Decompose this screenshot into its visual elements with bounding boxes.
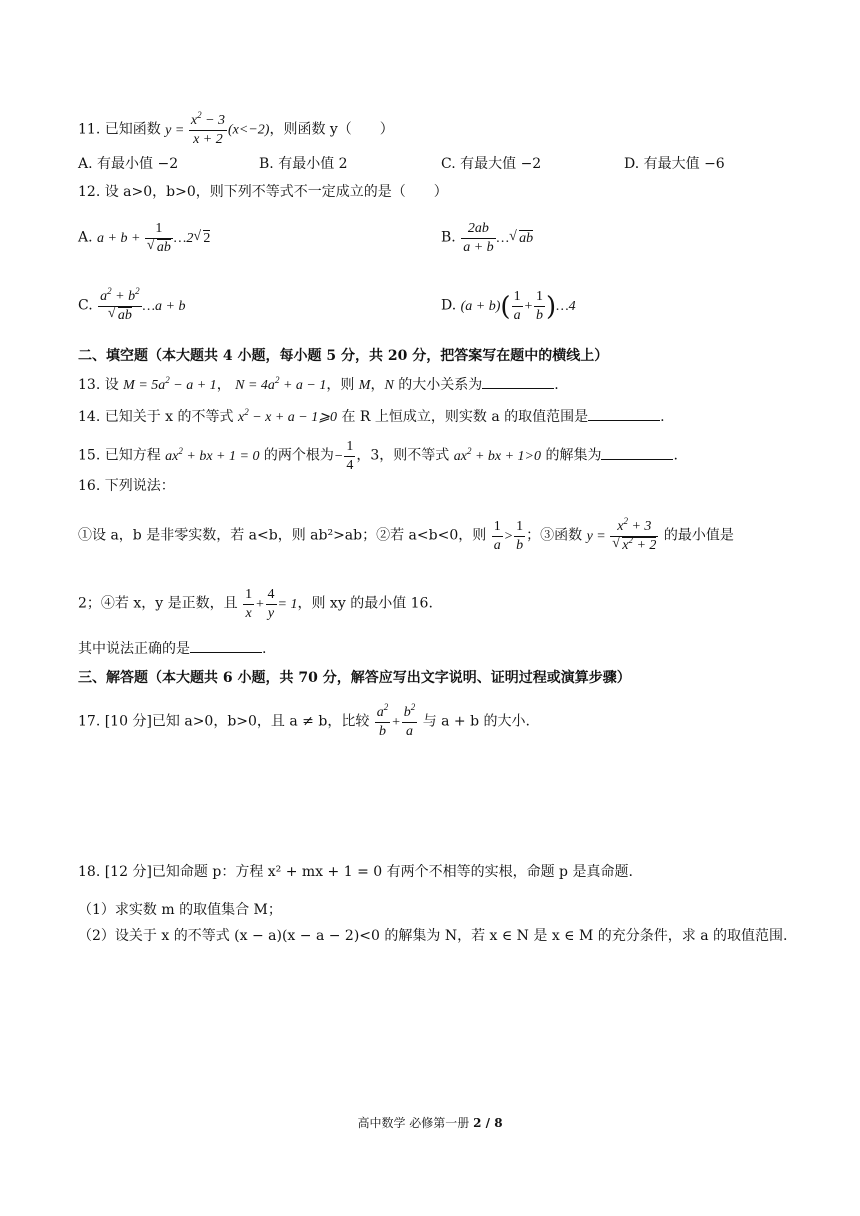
- q18-part-2: （2）设关于 x 的不等式 (x − a)(x − a − 2)<0 的解集为 N，若 x ∈ N 是 x ∈ M 的充分条件，求 a 的取值范围.: [78, 928, 788, 944]
- q11-option-c: C. 有最大值 −2: [441, 156, 542, 172]
- q14-answer-blank[interactable]: [588, 406, 660, 421]
- page-number: 2 / 8: [473, 1116, 503, 1130]
- q15-answer-blank[interactable]: [601, 445, 673, 460]
- q11-option-b: B. 有最小值 2: [259, 156, 348, 172]
- q11-function: y = $\frac{x^2 - 3}{x + 2}$: [165, 110, 226, 147]
- q16-line-1: ①设 a，b 是非零实数，若 a<b，则 ab²>ab；②若 a<b<0，则 $\frac{1}{a}$ > $\frac{1}{b}$ ；③函数 y = $x^2 + 3$ √ $x^2 + 2$ 的最小值是: [78, 518, 734, 555]
- q16-title: 16. 下列说法：: [78, 478, 175, 494]
- q18-part-1: （1）求实数 m 的取值集合 M；: [78, 902, 282, 918]
- q11-option-d: D. 有最大值 −6: [624, 156, 725, 172]
- q12-option-a: A. a + b + 1 √ ab …2√ 2: [78, 220, 210, 257]
- q17: 17. [10 分]已知 a>0，b>0，且 a ≠ b，比较 $\frac{a^2}{b}$ + $\frac{b^2}{a}$ 与 a + b 的大小.: [78, 702, 530, 739]
- q15: 15. 已知方程 $ax^2$ + bx + 1 = 0 的两个根为− $\frac{1}{4}$ ，3，则不等式 $ax^2$ + bx + 1>0 的解集为 .: [78, 439, 678, 473]
- page-footer: 高中数学 必修第一册 2 / 8: [357, 1116, 503, 1130]
- q13-answer-blank[interactable]: [482, 374, 554, 389]
- q12-stem: 12. 设 a>0，b>0，则下列不等式不一定成立的是（ ）: [78, 184, 448, 200]
- q12-option-b: B. $\frac{2ab}{a + b}$ …√ ab: [441, 220, 533, 257]
- q16-answer-blank[interactable]: [190, 638, 262, 653]
- q11-stem: 11. 已知函数 y = $\frac{x^2 - 3}{x + 2}$ (x<−2)，则函数 y（ ）: [78, 110, 394, 147]
- q12-option-d: D. (a + b)( $\frac{1}{a}$ + $\frac{1}{b}$ )…4: [441, 289, 576, 323]
- section-2-title: 二、填空题（本大题共 4 小题，每小题 5 分，共 20 分，把答案写在题中的横线上）: [78, 348, 609, 364]
- q14: 14. 已知关于 x 的不等式 $x^2 - x + a$ − 1⩾0 在 R 上恒成立，则实数 a 的取值范围是 .: [78, 407, 665, 425]
- q16-line-3: 其中说法正确的是 .: [78, 638, 266, 659]
- q11-option-a: A. 有最小值 −2: [78, 156, 179, 172]
- q18-stem: 18. [12 分]已知命题 p：方程 x² + mx + 1 = 0 有两个不相等的实根，命题 p 是真命题.: [78, 864, 633, 880]
- q12-option-c: C. $a^2 + b^2$ √ ab …a + b: [78, 288, 185, 325]
- q13: 13. 设 $M = 5a^2 - a + 1$， $N = 4a^2 + a - 1$，则 M，N 的大小关系为 .: [78, 375, 559, 393]
- q16-line-2: 2；④若 x，y 是正数，且 $\frac{1}{x}$ + $\frac{4}{y}$ = 1，则 xy 的最小值 16.: [78, 587, 433, 621]
- section-3-title: 三、解答题（本大题共 6 小题，共 70 分，解答应写出文字说明、证明过程或演算步骤）: [78, 670, 631, 686]
